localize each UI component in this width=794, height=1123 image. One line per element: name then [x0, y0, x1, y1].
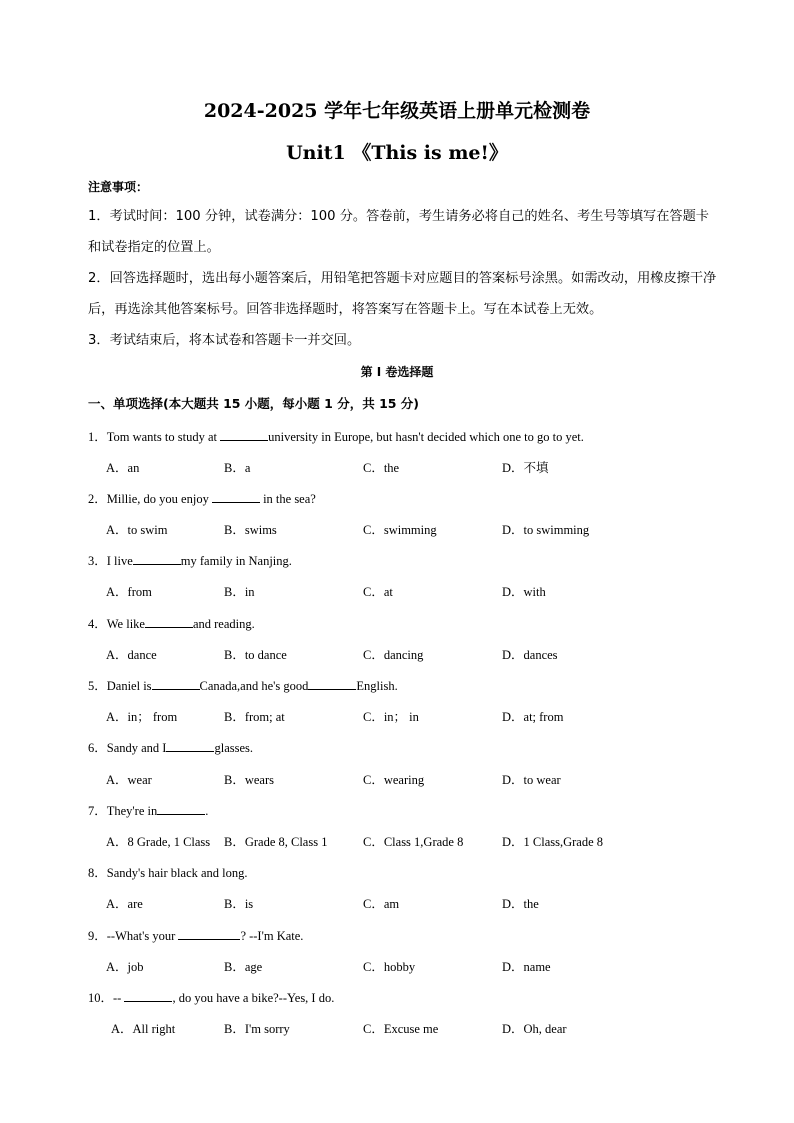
option-c: C．Class 1,Grade 8	[363, 835, 464, 849]
option-d: D．dances	[502, 648, 558, 662]
option-b: B．swims	[224, 523, 277, 537]
option-a: A．an	[106, 461, 140, 475]
question-text: English.	[356, 679, 398, 693]
question-2	[88, 489, 316, 507]
option-d: D．name	[502, 960, 551, 974]
option-b: B．age	[224, 960, 263, 974]
question-text: , do you have a bike?--Yes, I do.	[172, 991, 335, 1005]
question-text: Canada,and he's good	[199, 679, 309, 693]
option-c: C．wearing	[363, 773, 425, 787]
option-d: D．1 Class,Grade 8	[502, 835, 604, 849]
answer-blank	[133, 552, 181, 565]
question-text: 5．Daniel is	[88, 679, 152, 693]
question-5	[88, 676, 398, 694]
question-6	[88, 738, 253, 756]
option-d: D．the	[502, 897, 539, 911]
exam-title: 2024-2025 学年七年级英语上册单元检测卷	[203, 100, 591, 122]
option-c: C．in； in	[363, 710, 419, 724]
option-c: C．dancing	[363, 648, 424, 662]
option-a: A．All right	[111, 1022, 176, 1036]
question-7	[88, 801, 208, 819]
answer-blank	[220, 428, 268, 441]
question-text: my family in Nanjing.	[180, 554, 292, 568]
question-text: 1．Tom wants to study at	[88, 430, 221, 444]
option-d: D．to swimming	[502, 523, 590, 537]
question-4	[88, 614, 255, 632]
question-8	[88, 863, 248, 881]
section-heading: 一、单项选择(本大题共 15 小题，每小题 1 分，共 15 分)	[88, 396, 420, 411]
question-text: glasses.	[214, 741, 254, 755]
option-b: B．is	[224, 897, 254, 911]
question-text: and reading.	[192, 617, 255, 631]
option-c: C．hobby	[363, 960, 416, 974]
option-c: C．am	[363, 897, 400, 911]
option-b: B．a	[224, 461, 251, 475]
question-text: 4．We like	[88, 617, 145, 631]
question-10	[88, 988, 334, 1006]
option-b: B．Grade 8, Class 1	[224, 835, 328, 849]
question-text: 7．They're in	[88, 804, 158, 818]
question-3	[88, 551, 292, 569]
question-text: 9．--What's your	[88, 929, 179, 943]
notice-item-3: 3．考试结束后，将本试卷和答题卡一并交回。	[88, 333, 361, 348]
option-d: D．with	[502, 585, 546, 599]
option-a: A．wear	[106, 773, 152, 787]
option-a: A．dance	[106, 648, 157, 662]
question-text: 6．Sandy and I	[88, 741, 167, 755]
option-d: D．at; from	[502, 710, 564, 724]
answer-blank	[152, 677, 200, 690]
question-1	[88, 427, 584, 445]
question-text: 3．I live	[88, 554, 133, 568]
option-d: D．Oh, dear	[502, 1022, 567, 1036]
option-c: C．the	[363, 461, 400, 475]
option-b: B．wears	[224, 773, 274, 787]
option-a: A．are	[106, 897, 143, 911]
unit-subtitle: Unit1 《This is me!》	[286, 142, 508, 164]
answer-blank	[178, 927, 240, 940]
notice-item-1: 1．考试时间：100 分钟，试卷满分：100 分。答卷前，考生请务必将自己的姓名、考生号等填写在答题卡和试卷指定的位置上。	[88, 209, 709, 255]
question-text: 10．--	[88, 991, 125, 1005]
answer-blank	[145, 615, 193, 628]
option-a: A．to swim	[106, 523, 168, 537]
option-c: C．at	[363, 585, 393, 599]
option-a: A．job	[106, 960, 144, 974]
option-b: B．from; at	[224, 710, 285, 724]
question-text: 2．Millie, do you enjoy	[88, 492, 212, 506]
question-text: in the sea?	[259, 492, 316, 506]
option-a: A．in； from	[106, 710, 178, 724]
option-a: A．from	[106, 585, 152, 599]
part-label: 第 I 卷选择题	[360, 365, 434, 379]
option-b: B．I'm sorry	[224, 1022, 290, 1036]
question-text: university in Europe, but hasn't decided which one to go to yet.	[268, 430, 584, 444]
option-c: C．swimming	[363, 523, 437, 537]
answer-blank	[124, 989, 172, 1002]
question-text: .	[205, 804, 209, 818]
question-text: ? --I'm Kate.	[240, 929, 304, 943]
question-text: 8．Sandy's hair black and long.	[88, 866, 248, 880]
notice-item-2: 2．回答选择题时，选出每小题答案后，用铅笔把答题卡对应题目的答案标号涂黑。如需改动，用橡皮擦干净后，再选涂其他答案标号。回答非选择题时，将答案写在答题卡上。写在本试卷上无效。	[88, 271, 717, 317]
answer-blank	[308, 677, 356, 690]
question-9	[88, 926, 303, 944]
option-b: B．to dance	[224, 648, 287, 662]
notice-heading: 注意事项：	[88, 180, 149, 194]
answer-blank	[166, 739, 214, 752]
option-b: B．in	[224, 585, 255, 599]
option-c: C．Excuse me	[363, 1022, 439, 1036]
answer-blank	[157, 802, 205, 815]
answer-blank	[212, 490, 260, 503]
option-d: D．to wear	[502, 773, 561, 787]
option-a: A．8 Grade, 1 Class	[106, 835, 211, 849]
option-d: D．不填	[502, 461, 549, 475]
